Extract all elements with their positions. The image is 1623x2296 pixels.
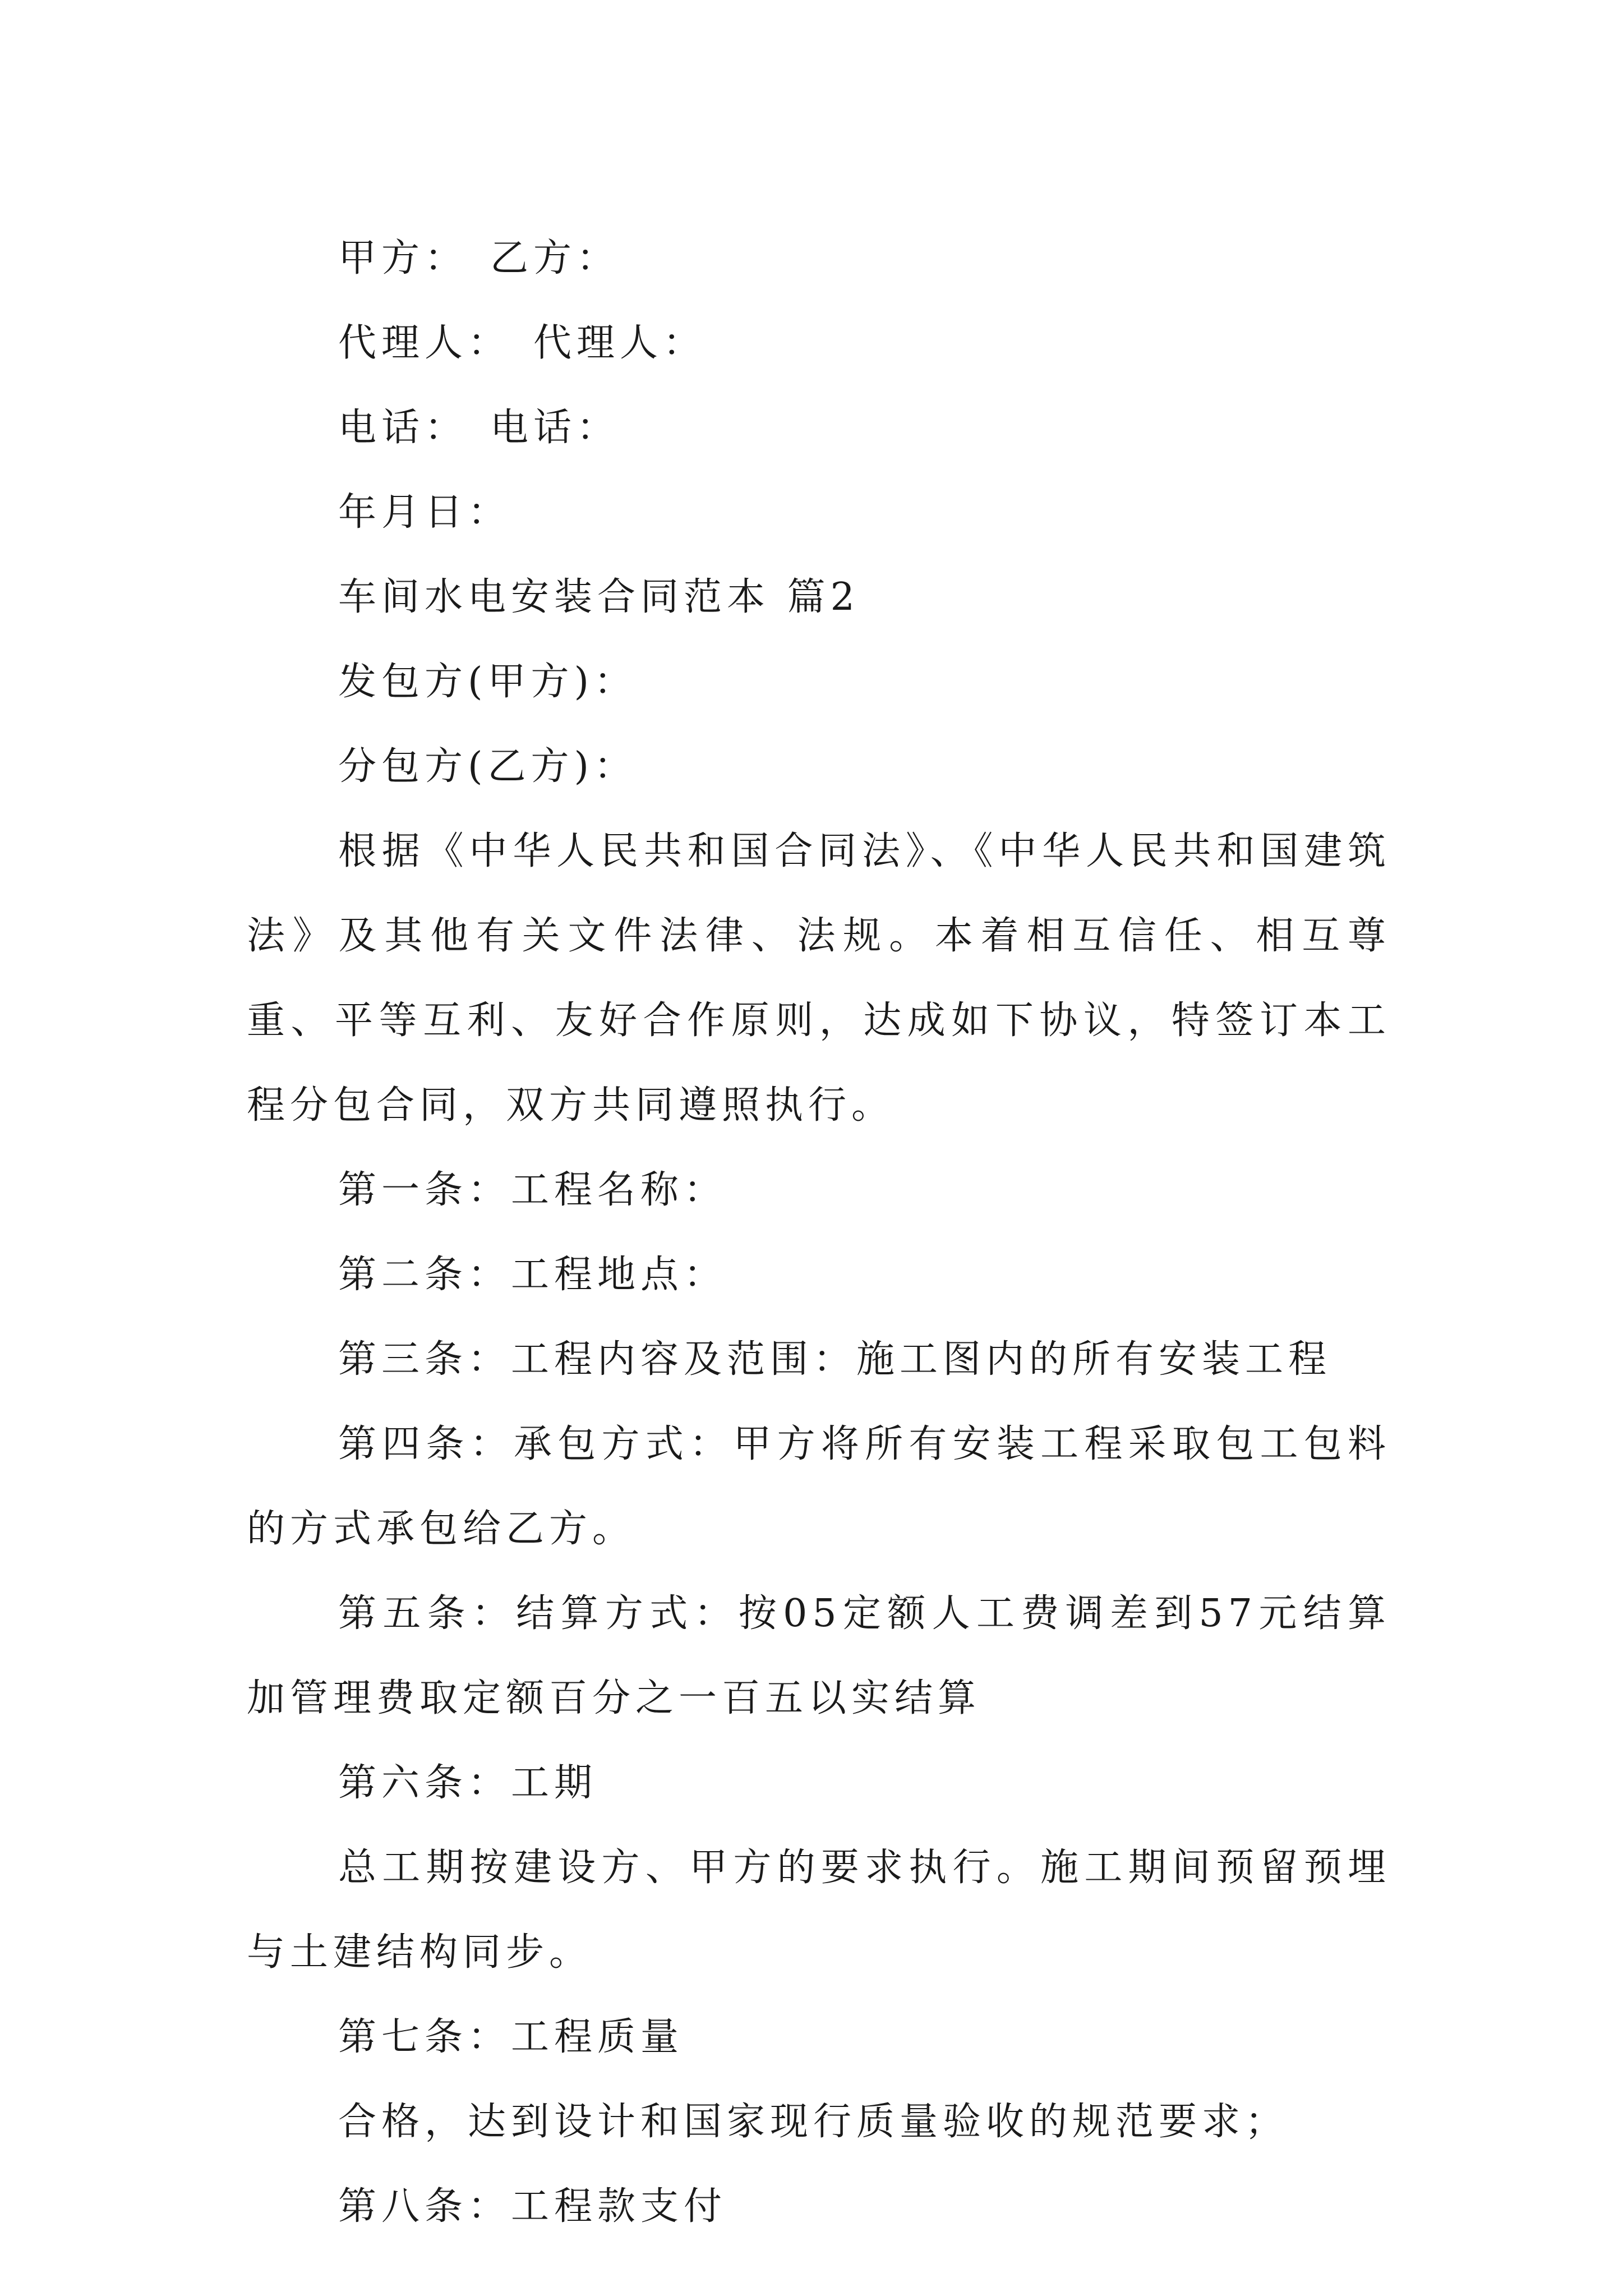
phone-a-label: 电话： [338,406,468,450]
subcontractor-label: 分包方(乙方)： [338,744,638,789]
article-6-title: 第六条：工期 [338,1761,598,1805]
article-5: 第五条：结算方式：按05定额人工费调差到57元结算加管理费取定额百分之一百五以实结算 [247,1591,1391,1720]
preamble-paragraph: 根据《中华人民共和国合同法》、《中华人民共和国建筑法》及其他有关文件法律、法规。本着相互信任、相互尊重、平等互利、友好合作原则，达成如下协议，特签订本工程分包合同，双方共同遵照执行。 [247,829,1391,1128]
party-a-label: 甲方： [338,236,468,280]
party-b-label: 乙方： [490,236,620,280]
article-6-body: 总工期按建设方、甲方的要求执行。施工期间预留预埋与土建结构同步。 [247,1846,1391,1975]
agent-b-label: 代理人： [533,321,707,365]
article-4: 第四条：承包方式：甲方将所有安装工程采取包工包料的方式承包给乙方。 [247,1422,1391,1551]
agent-line [247,301,1391,385]
phone-b-label: 电话： [490,406,620,450]
article-2: 第二条：工程地点： [338,1253,727,1297]
document-body [247,216,1391,2249]
article-1: 第一条：工程名称： [338,1168,727,1212]
article-7-title: 第七条：工程质量 [338,2015,684,2059]
article-3: 第三条：工程内容及范围：施工图内的所有安装工程 [338,1337,1332,1382]
section-title: 车间水电安装合同范本 篇2 [338,575,860,619]
employer-label: 发包方(甲方)： [338,660,638,704]
date-line: 年月日： [338,490,511,535]
phone-line [247,385,1391,470]
party-line [247,216,1391,301]
agent-a-label: 代理人： [338,321,511,365]
article-8-title: 第八条：工程款支付 [338,2184,727,2229]
article-7-body: 合格，达到设计和国家现行质量验收的规范要求； [338,2100,1289,2144]
